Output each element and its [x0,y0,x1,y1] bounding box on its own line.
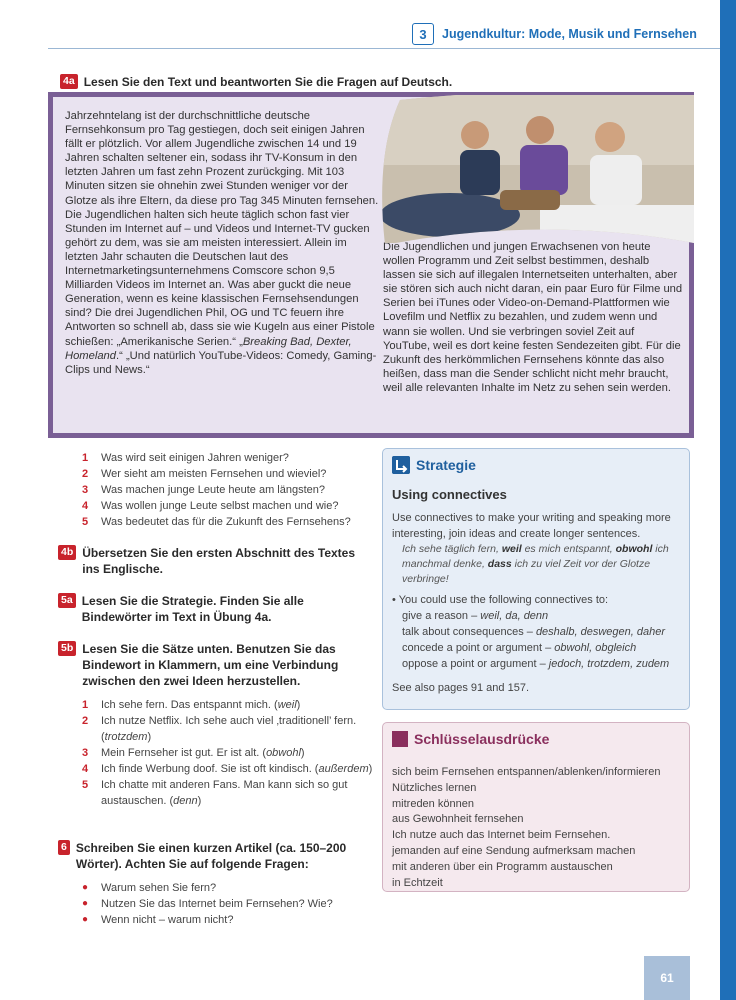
task-5a [58,593,368,625]
strategy-box [382,448,690,710]
sentence-list [82,697,382,809]
page-number: 61 [644,956,690,1000]
prompt-item: ● Wenn nicht – warum nicht? [82,914,234,926]
key-phrases-square-icon [392,731,408,747]
key-phrase: Ich nutze auch das Internet beim Fernsehen. [392,829,611,842]
question-item: 3 Was machen junge Leute heute am längsten? [82,484,326,496]
key-phrase: jemanden auf eine Sendung aufmerksam machen [392,844,636,857]
strategy-connectives: • You could use the following connectives to: give a reason – weil, da, denn talk about consequences – deshalb, deswegen, daher concede a point or argument – obwohl, obgleich oppose a point or argument – jedoch, trotzdem, zudem [392,594,670,670]
task-instruction: Lesen Sie den Text und beantworten Sie die Fragen auf Deutsch. [83,75,453,89]
strategy-example: Ich sehe täglich fern, weil es mich entspannt, obwohl ich manchmal denke, dass ich zu viel Zeit vor der Glotze verbringe! [402,543,669,585]
strategy-arrow-icon [392,456,410,474]
prompt-item: ● Nutzen Sie das Internet beim Fernsehen? Wie? [82,898,333,910]
writing-prompts [82,880,382,928]
article-left-text: Jahrzehntelang ist der durchschnittliche deutsche Fernsehkonsum pro Tag gestiegen, doch seit einigen Jahren fällt er plötzlich. Vor allem Jugendliche zwischen 14 und 19 Jahren schalten seltener ein, sodass ihr TV-Konsum in den letzten Jahren um fast zehn Prozent zurückging. Mit 103 Minuten sitzen sie ohnehin zwei Stunden weniger vor der Glotze als ihre Eltern, da diese pro Tag 345 Minuten fernsehen. Die Jugendlichen halten sich heute täglich schon fast vier Stunden im Internet auf – und Videos und Internet-TV gucken gehört zu dem, was sie am meisten interessiert. Allein im letzten Jahr schauten die Deutschen laut des Internetmarketingsunternehmens Comscore schon 9,5 Milliarden Videos im Internet an. Was aber guckt die neue Generation, wenn es keine klassischen Fernsehsendungen sind? Die drei Jugendlichen Phil, OG und TC feuern ihre Antworten so schnell ab, dass sie wie Kugeln aus einer Pistole schießen: „Amerikanische Serien.“ „ [65,110,379,348]
unit-number: 3 [412,23,434,45]
page-edge-bar [720,0,736,1000]
task-5b [58,641,368,689]
key-phrase: sich beim Fernsehen entspannen/ablenken/informieren [392,766,661,778]
strategy-intro: Use connectives to make your writing and speaking more interesting, join ideas and create longer sentences. [392,512,671,540]
key-phrases-box [382,722,690,892]
article-right-column: Die Jugendlichen und jungen Erwachsenen von heute wollen Programm und Zeit selbst bestimmen, deshalb lassen sie sich auf illegalen Internetseiten unterhalten, aber sie stören sich auch nicht daran, ein paar Euro für Filme und Serien bei iTunes oder Video-on-Demand-Plattformen wie Lovefilm und Netflix zu bezahlen, und zudem wenn und wann sie wollen. Und sie verbringen soviel Zeit auf YouTube, weil es dort keine festen Sendezeiten gibt. Für die Zukunft des herkömmlichen Fernsehens könnte das also heißen, dass man die Sender schlicht nicht mehr braucht, weil alle relevanten Inhalte im Netz zu sehen sein werden. [383,241,683,394]
sentence-item: 1 Ich sehe fern. Das entspannt mich. (weil) [82,699,301,711]
task-instruction: Übersetzen Sie den ersten Abschnitt des Textes ins Englische. [82,546,356,576]
article-left-end: .“ „Und natürlich YouTube-Videos: Comedy, Gaming-Clips und News.“ [65,349,377,376]
task-6 [58,840,368,872]
task-badge: 4a [60,74,78,89]
unit-title: Jugendkultur: Mode, Musik und Fernsehen [442,27,697,41]
task-badge: 6 [58,840,70,855]
article-left-column [65,109,381,377]
task-4a [60,74,680,90]
key-phrase: aus Gewohnheit fernsehen [392,813,524,826]
strategy-title: Strategie [416,457,476,473]
key-phrase: Nützliches lernen [392,781,477,794]
article-left-italic: Breaking Bad, Dexter, Homeland [65,335,352,362]
task-instruction: Lesen Sie die Strategie. Finden Sie alle Bindewörter im Text in Übung 4a. [81,594,304,624]
task-badge: 5b [58,641,76,656]
task-badge: 4b [58,545,76,560]
header-divider [48,48,720,49]
prompt-item: ● Warum sehen Sie fern? [82,882,217,894]
strategy-subtitle: Using connectives [392,487,507,502]
sentence-item: 5 Ich chatte mit anderen Fans. Man kann sich so gut austauschen. (denn) [82,779,348,807]
sentence-item: 3 Mein Fernseher ist gut. Er ist alt. (obwohl) [82,747,305,759]
task-instruction: Lesen Sie die Sätze unten. Benutzen Sie das Bindewort in Klammern, um eine Verbindung zwischen den zwei Ideen herzustellen. [82,642,339,688]
sentence-item: 2 Ich nutze Netflix. Ich sehe auch viel ‚traditionell’ fern. (trotzdem) [82,715,357,743]
question-item: 1 Was wird seit einigen Jahren weniger? [82,452,289,464]
task-badge: 5a [58,593,76,608]
question-item: 2 Wer sieht am meisten Fernsehen und wieviel? [82,468,327,480]
teenagers-watching-tv-photo [380,95,694,243]
key-phrases-list [392,765,680,891]
question-item: 5 Was bedeutet das für die Zukunft des Fernsehens? [82,516,351,528]
key-phrases-title: Schlüsselausdrücke [414,731,550,747]
question-list [82,450,382,530]
sentence-item: 4 Ich finde Werbung doof. Sie ist oft kindisch. (außerdem) [82,763,373,775]
task-instruction: Schreiben Sie einen kurzen Artikel (ca. 150–200 Wörter). Achten Sie auf folgende Fragen: [75,841,347,871]
question-item: 4 Was wollen junge Leute selbst machen und wie? [82,500,339,512]
unit-header [412,22,697,46]
key-phrase: mitreden können [392,797,474,810]
key-phrase: mit anderen über ein Programm austauschen [392,860,613,873]
task-4b [58,545,368,577]
strategy-see-also: See also pages 91 and 157. [392,682,530,694]
key-phrase: in Echtzeit [392,876,443,889]
